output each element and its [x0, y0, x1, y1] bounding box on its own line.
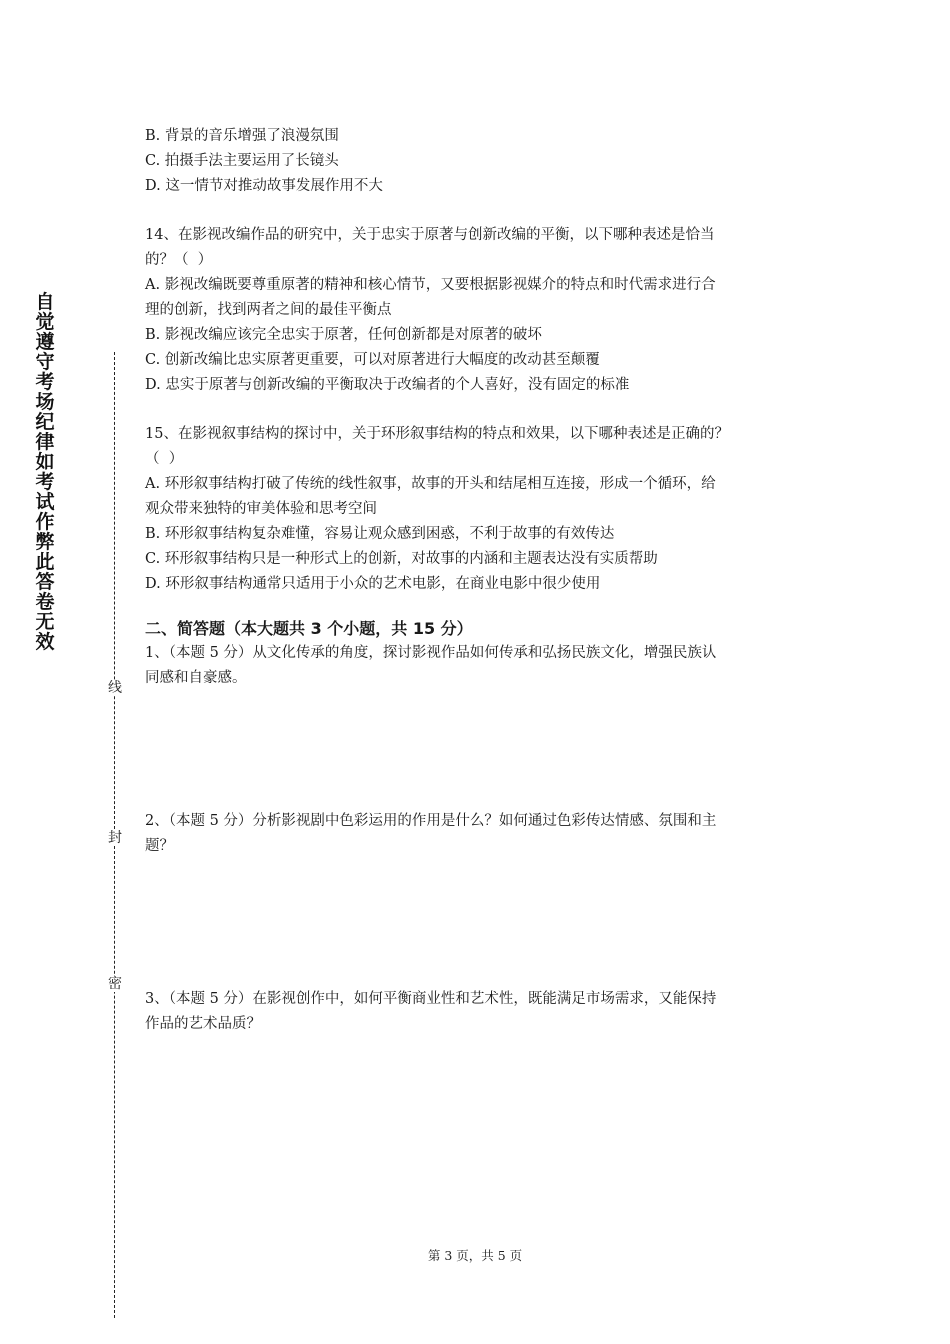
sa3-stem: 3、（本题 5 分）在影视创作中，如何平衡商业性和艺术性，既能满足市场需求，又能保持	[145, 991, 717, 1007]
q14-option-a-cont: 理的创新，找到两者之间的最佳平衡点	[145, 302, 392, 318]
q15-option-a-cont: 观众带来独特的审美体验和思考空间	[145, 501, 377, 517]
short-answer-1	[145, 641, 810, 691]
q15-option-c: C. 环形叙事结构只是一种形式上的创新，对故事的内涵和主题表达没有实质帮助	[145, 551, 658, 567]
answer-space-2[interactable]	[145, 859, 810, 987]
page-content	[145, 124, 810, 1037]
question-14	[145, 223, 810, 398]
answer-space-1[interactable]	[145, 691, 810, 809]
q15-option-a: A. 环形叙事结构打破了传统的线性叙事，故事的开头和结尾相互连接，形成一个循环，给	[145, 476, 716, 492]
short-answer-2	[145, 809, 810, 859]
q13-option-d: D. 这一情节对推动故事发展作用不大	[145, 178, 383, 194]
q15-option-b: B. 环形叙事结构复杂难懂，容易让观众感到困惑，不利于故事的有效传达	[145, 526, 615, 542]
q15-stem: 15、在影视叙事结构的探讨中，关于环形叙事结构的特点和效果，以下哪种表述是正确的？	[145, 426, 729, 442]
question-13-options	[145, 124, 810, 199]
short-answer-3	[145, 987, 810, 1037]
sa2-stem-cont: 题？	[145, 838, 174, 854]
section-2-title: 二、简答题（本大题共 3 个小题，共 15 分）	[145, 619, 473, 638]
binding-mark-mi: 密	[108, 976, 122, 992]
q13-option-c: C. 拍摄手法主要运用了长镜头	[145, 153, 339, 169]
sa1-stem-cont: 同感和自豪感。	[145, 670, 247, 686]
page-number-footer: 第 3 页，共 5 页	[427, 1248, 523, 1263]
q14-option-d: D. 忠实于原著与创新改编的平衡取决于改编者的个人喜好，没有固定的标准	[145, 377, 630, 393]
exam-discipline-warning: 自觉遵守考场纪律如考试作弊此答卷无效	[35, 291, 55, 653]
q15-stem-cont: （ ）	[145, 451, 184, 467]
q14-stem-cont: 的？（ ）	[145, 252, 213, 268]
sa1-stem: 1、（本题 5 分）从文化传承的角度，探讨影视作品如何传承和弘扬民族文化，增强民族认	[145, 645, 717, 661]
sa2-stem: 2、（本题 5 分）分析影视剧中色彩运用的作用是什么？如何通过色彩传达情感、氛围和主	[145, 813, 717, 829]
binding-mark-feng: 封	[108, 830, 122, 846]
q14-stem: 14、在影视改编作品的研究中，关于忠实于原著与创新改编的平衡，以下哪种表述是恰当	[145, 227, 715, 243]
binding-mark-xian: 线	[108, 680, 122, 696]
q15-option-d: D. 环形叙事结构通常只适用于小众的艺术电影，在商业电影中很少使用	[145, 576, 601, 592]
question-15	[145, 422, 810, 597]
q14-option-b: B. 影视改编应该完全忠实于原著，任何创新都是对原著的破坏	[145, 327, 542, 343]
q14-option-c: C. 创新改编比忠实原著更重要，可以对原著进行大幅度的改动甚至颠覆	[145, 352, 600, 368]
sa3-stem-cont: 作品的艺术品质？	[145, 1016, 261, 1032]
q13-option-b: B. 背景的音乐增强了浪漫氛围	[145, 128, 339, 144]
q14-option-a: A. 影视改编既要尊重原著的精神和核心情节，又要根据影视媒介的特点和时代需求进行合	[145, 277, 716, 293]
